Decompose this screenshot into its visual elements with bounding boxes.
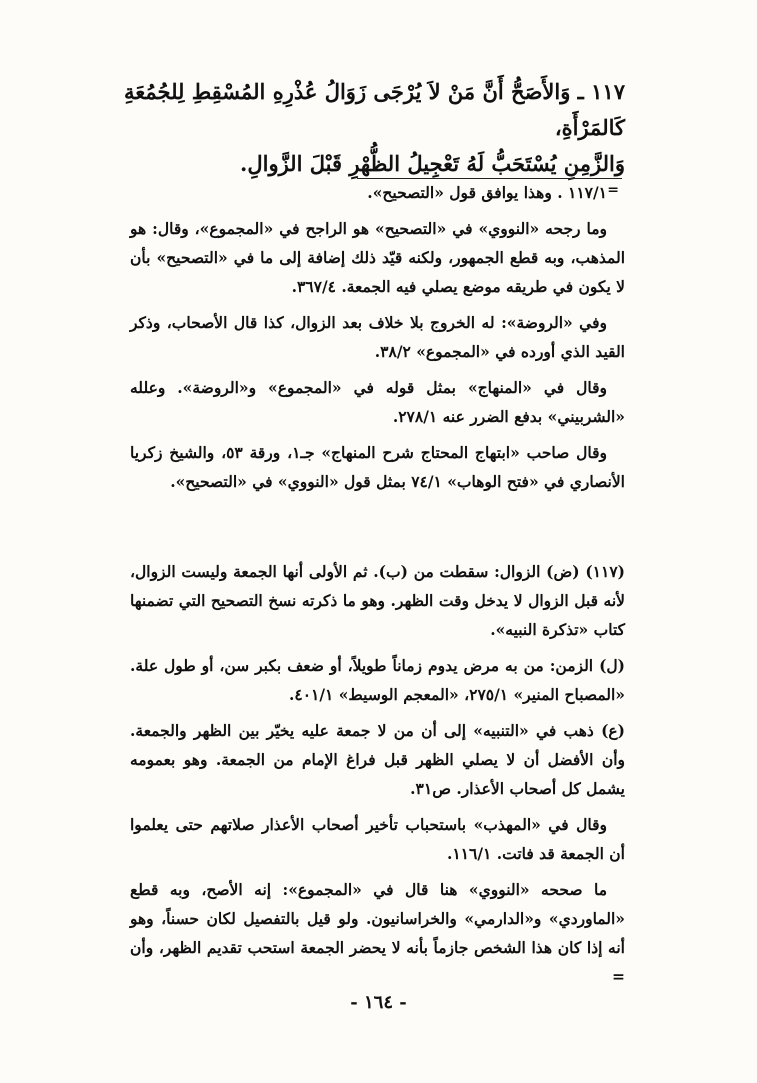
note-paragraph: وقال صاحب «ابتهاج المحتاج شرح المنهاج» جـ١، ورقة ٥٣، والشيخ زكريا الأنصاري في «فتح الوهاب» ٧٤/١ بمثل قول «النووي» في «التصحيح». bbox=[130, 443, 625, 491]
main-text-line-1: ١١٧ ـ وَالأَصَحُّ أَنَّ مَنْ لاَ يُرْجَى زَوَالُ عُذْرِهِ المُسْقِطِ لِلجُمُعَةِ كَالمَرْأَةِ، bbox=[123, 79, 625, 140]
note-paragraph: ما صححه «النووي» هنا قال في «المجموع»: إنه الأصح، وبه قطع «الماوردي» و«الدارمي» والخراسانيون. ولو قيل بالتفصيل لكان حسناً، وهو أنه إذا كان هذا الشخص جازماً بأنه لا يحضر الجمعة استحب تقديم الظهر، وأن = bbox=[130, 880, 625, 986]
footnotes-top bbox=[130, 178, 625, 503]
note-paragraph: (١١٧) (ض) الزوال: سقطت من (ب). ثم الأولى أنها الجمعة وليست الزوال، لأنه قبل الزوال لا يدخل وقت الظهر. وهو ما ذكرته نسخ التصحيح التي تضمنها كتاب «تذكرة النبيه». bbox=[130, 562, 625, 639]
note-paragraph: (ع) ذهب في «التنبيه» إلى أن من لا جمعة عليه يخيّر بين الظهر والجمعة. وأن الأفضل أن لا يصلي الظهر قبل فراغ الإمام من الجمعة. وهو بعمومه يشمل كل أصحاب الأعذار. ص٣١. bbox=[130, 721, 625, 798]
note-paragraph: وقال في «المهذب» باستحباب تأخير أصحاب الأعذار صلاتهم حتى يعلموا أن الجمعة قد فاتت. ١١٦/١. bbox=[130, 815, 625, 863]
page-number: - ١٦٤ - bbox=[350, 992, 407, 1013]
note-paragraph: ١١٧/١ . وهذا يوافق قول «التصحيح». bbox=[367, 183, 607, 202]
note-paragraph: وقال في «المنهاج» بمثل قوله في «المجموع» و«الروضة». وعلله «الشربيني» بدفع الضرر عنه ٢٧٨/١. bbox=[130, 378, 625, 426]
note-paragraph: وفي «الروضة»: له الخروج بلا خلاف بعد الزوال، كذا قال الأصحاب، وذكر القيد الذي أورده في «المجموع» ٣٨/٢. bbox=[130, 313, 625, 361]
main-text-block bbox=[105, 74, 625, 182]
continuation-mark: = bbox=[607, 182, 619, 198]
footnotes-bottom bbox=[130, 557, 625, 998]
main-text-line-2: وَالزَّمِنِ يُسْتَحَبُّ لَهُ تَعْجِيلُ الظُّهْرِ قَبْلَ الزَّوالِ. bbox=[240, 151, 625, 176]
note-paragraph: (ل) الزمن: من به مرض يدوم زماناً طويلاً، أو ضعف بكبر سن، أو طول علة. «المصباح المنير» ٢٧٥/١، «المعجم الوسيط» ٤٠١/١. bbox=[130, 656, 625, 704]
note-paragraph: وما رجحه «النووي» في «التصحيح» هو الراجح في «المجموع»، وقال: هو المذهب، وبه قطع الجمهور، ولكنه قيّد ذلك إضافة إلى ما في «التصحيح» بأن لا يكون في طريقه موضع يصلي فيه الجمعة. ٣٦٧/٤. bbox=[130, 219, 625, 296]
